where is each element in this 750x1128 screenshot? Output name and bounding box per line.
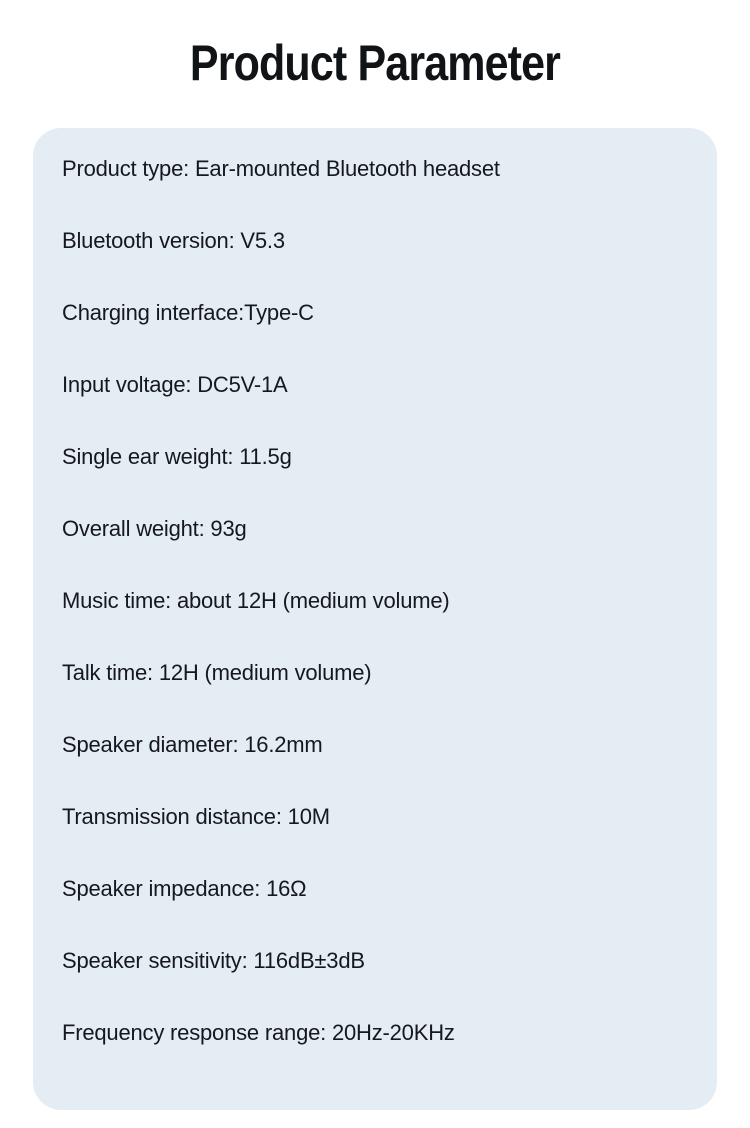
spec-text: Single ear weight: 11.5g <box>62 444 292 469</box>
spec-text: Transmission distance: 10M <box>62 804 330 829</box>
spec-row <box>62 277 697 349</box>
spec-row <box>62 205 697 277</box>
spec-row <box>62 493 697 565</box>
spec-row <box>62 781 697 853</box>
spec-card <box>33 128 717 1110</box>
spec-text: Charging interface:Type-C <box>62 300 314 325</box>
spec-text: Talk time: 12H (medium volume) <box>62 660 372 685</box>
spec-text: Overall weight: 93g <box>62 516 247 541</box>
spec-text: Bluetooth version: V5.3 <box>62 228 285 253</box>
spec-text: Product type: Ear-mounted Bluetooth headset <box>62 156 500 181</box>
spec-text: Speaker sensitivity: 116dB±3dB <box>62 948 365 973</box>
spec-row <box>62 997 697 1069</box>
spec-row <box>62 925 697 997</box>
spec-text: Music time: about 12H (medium volume) <box>62 588 450 613</box>
spec-row <box>62 709 697 781</box>
spec-row <box>62 637 697 709</box>
spec-text: Frequency response range: 20Hz-20KHz <box>62 1020 455 1045</box>
spec-row <box>62 421 697 493</box>
spec-text: Speaker impedance: 16Ω <box>62 876 307 901</box>
spec-row <box>62 565 697 637</box>
spec-text: Input voltage: DC5V-1A <box>62 372 288 397</box>
page-title: Product Parameter <box>189 35 561 91</box>
spec-row <box>62 853 697 925</box>
spec-row <box>62 349 697 421</box>
spec-text: Speaker diameter: 16.2mm <box>62 732 323 757</box>
spec-row <box>62 133 697 205</box>
